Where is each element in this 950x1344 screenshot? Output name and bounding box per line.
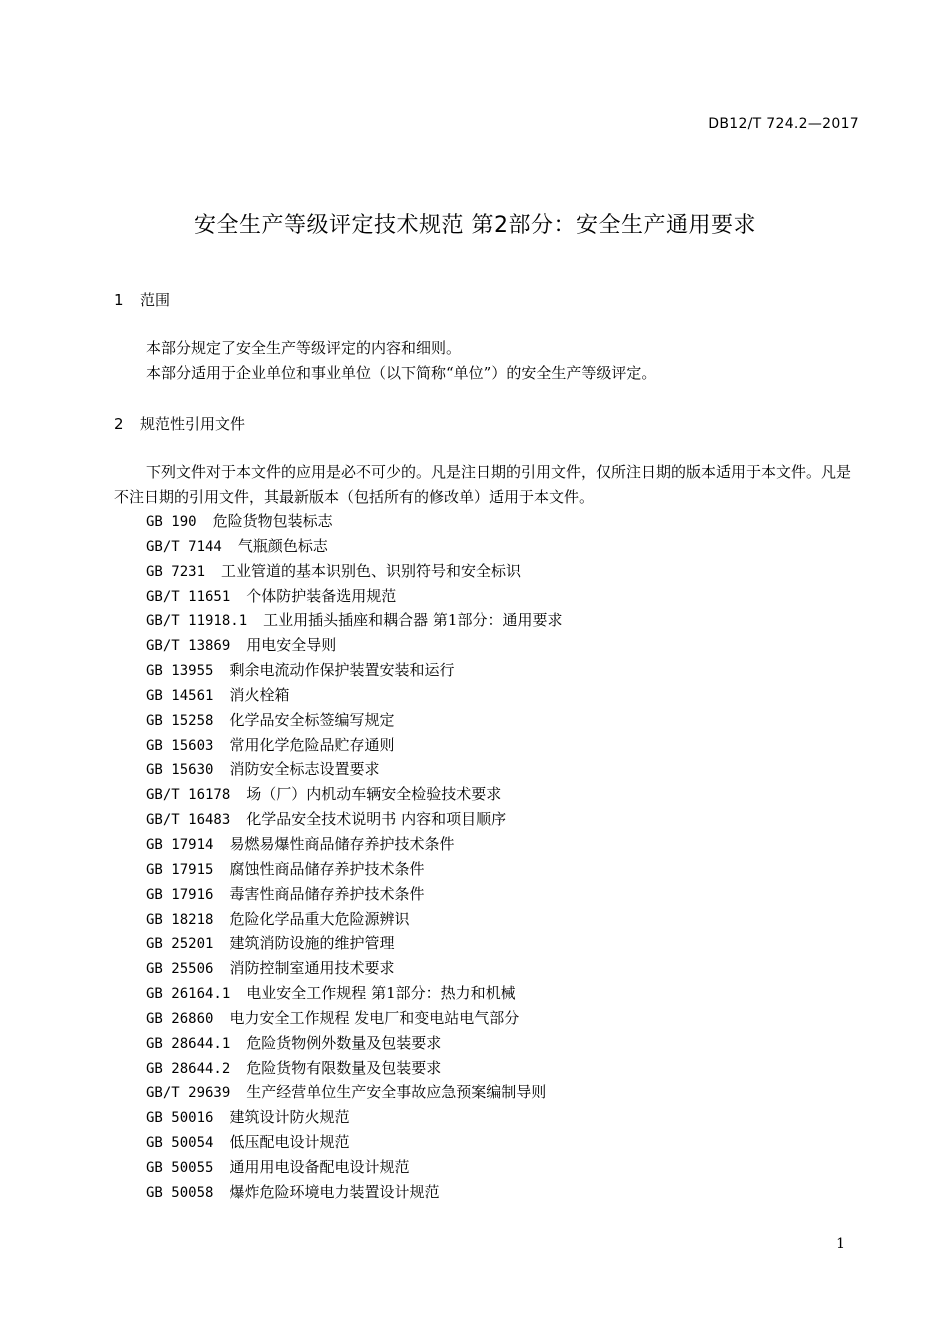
reference-code: GB 18218 bbox=[146, 911, 214, 928]
section-number: 2 bbox=[114, 415, 124, 433]
reference-code: GB/T 16178 bbox=[146, 787, 231, 804]
reference-code: GB 28644.2 bbox=[146, 1060, 231, 1077]
reference-item bbox=[146, 1105, 562, 1130]
reference-title: 化学品安全技术说明书 内容和项目顺序 bbox=[246, 810, 507, 829]
reference-code: GB 50058 bbox=[146, 1184, 214, 1201]
reference-title: 危险货物包装标志 bbox=[212, 512, 333, 530]
reference-item bbox=[146, 559, 562, 584]
reference-item bbox=[146, 1031, 562, 1056]
reference-title: 化学品安全标签编写规定 bbox=[229, 710, 395, 729]
scope-paragraph-1: 本部分规定了安全生产等级评定的内容和细则。 bbox=[146, 339, 462, 357]
reference-title: 气瓶颜色标志 bbox=[237, 536, 328, 555]
scope-paragraph-2: 本部分适用于企业单位和事业单位（以下简称“单位”）的安全生产等级评定。 bbox=[146, 364, 657, 382]
reference-code: GB 190 bbox=[146, 514, 197, 530]
reference-item bbox=[146, 832, 562, 857]
reference-code: GB 25506 bbox=[146, 961, 214, 978]
reference-item bbox=[146, 509, 562, 534]
reference-title: 工业管道的基本识别色、识别符号和安全标识 bbox=[221, 561, 522, 580]
reference-title: 危险货物例外数量及包装要求 bbox=[246, 1033, 442, 1052]
section-number: 1 bbox=[114, 291, 124, 309]
reference-item bbox=[146, 757, 562, 782]
reference-item bbox=[146, 584, 562, 609]
reference-code: GB 7231 bbox=[146, 563, 206, 580]
reference-title: 低压配电设计规范 bbox=[229, 1133, 350, 1152]
reference-title: 剩余电流动作保护装置安装和运行 bbox=[229, 661, 455, 680]
reference-title: 通用用电设备配电设计规范 bbox=[229, 1157, 410, 1176]
reference-code: GB 17916 bbox=[146, 886, 214, 903]
reference-item bbox=[146, 931, 562, 956]
reference-item bbox=[146, 733, 562, 758]
reference-title: 电业安全工作规程 第1部分：热力和机械 bbox=[246, 984, 516, 1003]
reference-code: GB 17915 bbox=[146, 861, 214, 878]
reference-title: 易燃易爆性商品储存养护技术条件 bbox=[229, 834, 455, 853]
reference-code: GB 15630 bbox=[146, 762, 214, 779]
reference-item bbox=[146, 633, 562, 658]
reference-item bbox=[146, 981, 562, 1006]
reference-item bbox=[146, 857, 562, 882]
reference-title: 消火栓箱 bbox=[229, 685, 290, 704]
section-heading-scope bbox=[114, 289, 170, 310]
reference-code: GB 25201 bbox=[146, 936, 214, 953]
reference-title: 个体防护装备选用规范 bbox=[246, 586, 397, 605]
reference-title: 消防安全标志设置要求 bbox=[229, 760, 380, 779]
reference-code: GB 50054 bbox=[146, 1135, 214, 1152]
reference-code: GB/T 13869 bbox=[146, 638, 231, 655]
reference-title: 生产经营单位生产安全事故应急预案编制导则 bbox=[246, 1083, 547, 1102]
section-title: 规范性引用文件 bbox=[140, 415, 246, 433]
reference-title: 危险货物有限数量及包装要求 bbox=[246, 1058, 442, 1077]
reference-title: 建筑设计防火规范 bbox=[229, 1108, 350, 1127]
reference-code: GB/T 11651 bbox=[146, 588, 231, 605]
reference-item bbox=[146, 708, 562, 733]
reference-title: 危险化学品重大危险源辨识 bbox=[229, 909, 410, 928]
page-number: 1 bbox=[836, 1236, 845, 1252]
reference-title: 腐蚀性商品储存养护技术条件 bbox=[229, 859, 425, 878]
reference-title: 场（厂）内机动车辆安全检验技术要求 bbox=[246, 785, 502, 804]
reference-title: 毒害性商品储存养护技术条件 bbox=[229, 884, 425, 903]
reference-title: 用电安全导则 bbox=[246, 636, 337, 655]
reference-item bbox=[146, 1080, 562, 1105]
reference-code: GB/T 11918.1 bbox=[146, 613, 248, 630]
document-title: 安全生产等级评定技术规范 第2部分：安全生产通用要求 bbox=[194, 213, 756, 238]
reference-code: GB 26860 bbox=[146, 1010, 214, 1027]
reference-code: GB 14561 bbox=[146, 687, 214, 704]
reference-code: GB/T 7144 bbox=[146, 538, 222, 555]
reference-code: GB/T 29639 bbox=[146, 1085, 231, 1102]
reference-code: GB/T 16483 bbox=[146, 812, 231, 829]
reference-item bbox=[146, 907, 562, 932]
reference-code: GB 13955 bbox=[146, 663, 214, 680]
section-heading-normative-references bbox=[114, 413, 245, 434]
reference-code: GB 50016 bbox=[146, 1110, 214, 1127]
reference-item bbox=[146, 658, 562, 683]
reference-item bbox=[146, 683, 562, 708]
reference-item bbox=[146, 608, 562, 633]
reference-item bbox=[146, 1006, 562, 1031]
reference-code: GB 26164.1 bbox=[146, 986, 231, 1003]
reference-code: GB 17914 bbox=[146, 836, 214, 853]
reference-item bbox=[146, 1056, 562, 1081]
reference-list bbox=[146, 509, 562, 1205]
reference-code: GB 28644.1 bbox=[146, 1035, 231, 1052]
reference-code: GB 50055 bbox=[146, 1159, 214, 1176]
reference-title: 电力安全工作规程 发电厂和变电站电气部分 bbox=[229, 1008, 520, 1027]
reference-title: 爆炸危险环境电力装置设计规范 bbox=[229, 1182, 440, 1201]
reference-code: GB 15603 bbox=[146, 737, 214, 754]
reference-title: 建筑消防设施的维护管理 bbox=[229, 934, 395, 953]
section-title: 范围 bbox=[140, 291, 171, 309]
reference-item bbox=[146, 534, 562, 559]
reference-item bbox=[146, 1130, 562, 1155]
reference-title: 工业用插头插座和耦合器 第1部分：通用要求 bbox=[263, 611, 563, 630]
reference-item bbox=[146, 807, 562, 832]
reference-code: GB 15258 bbox=[146, 712, 214, 729]
standard-code: DB12/T 724.2—2017 bbox=[708, 116, 859, 132]
reference-item bbox=[146, 1155, 562, 1180]
reference-item bbox=[146, 956, 562, 981]
reference-item bbox=[146, 1180, 562, 1205]
reference-title: 消防控制室通用技术要求 bbox=[229, 959, 395, 978]
reference-item bbox=[146, 882, 562, 907]
reference-item bbox=[146, 782, 562, 807]
references-intro-paragraph: 下列文件对于本文件的应用是必不可少的。凡是注日期的引用文件，仅所注日期的版本适用于本文件。凡是不注日期的引用文件，其最新版本（包括所有的修改单）适用于本文件。 bbox=[114, 463, 852, 506]
reference-title: 常用化学危险品贮存通则 bbox=[229, 735, 395, 754]
